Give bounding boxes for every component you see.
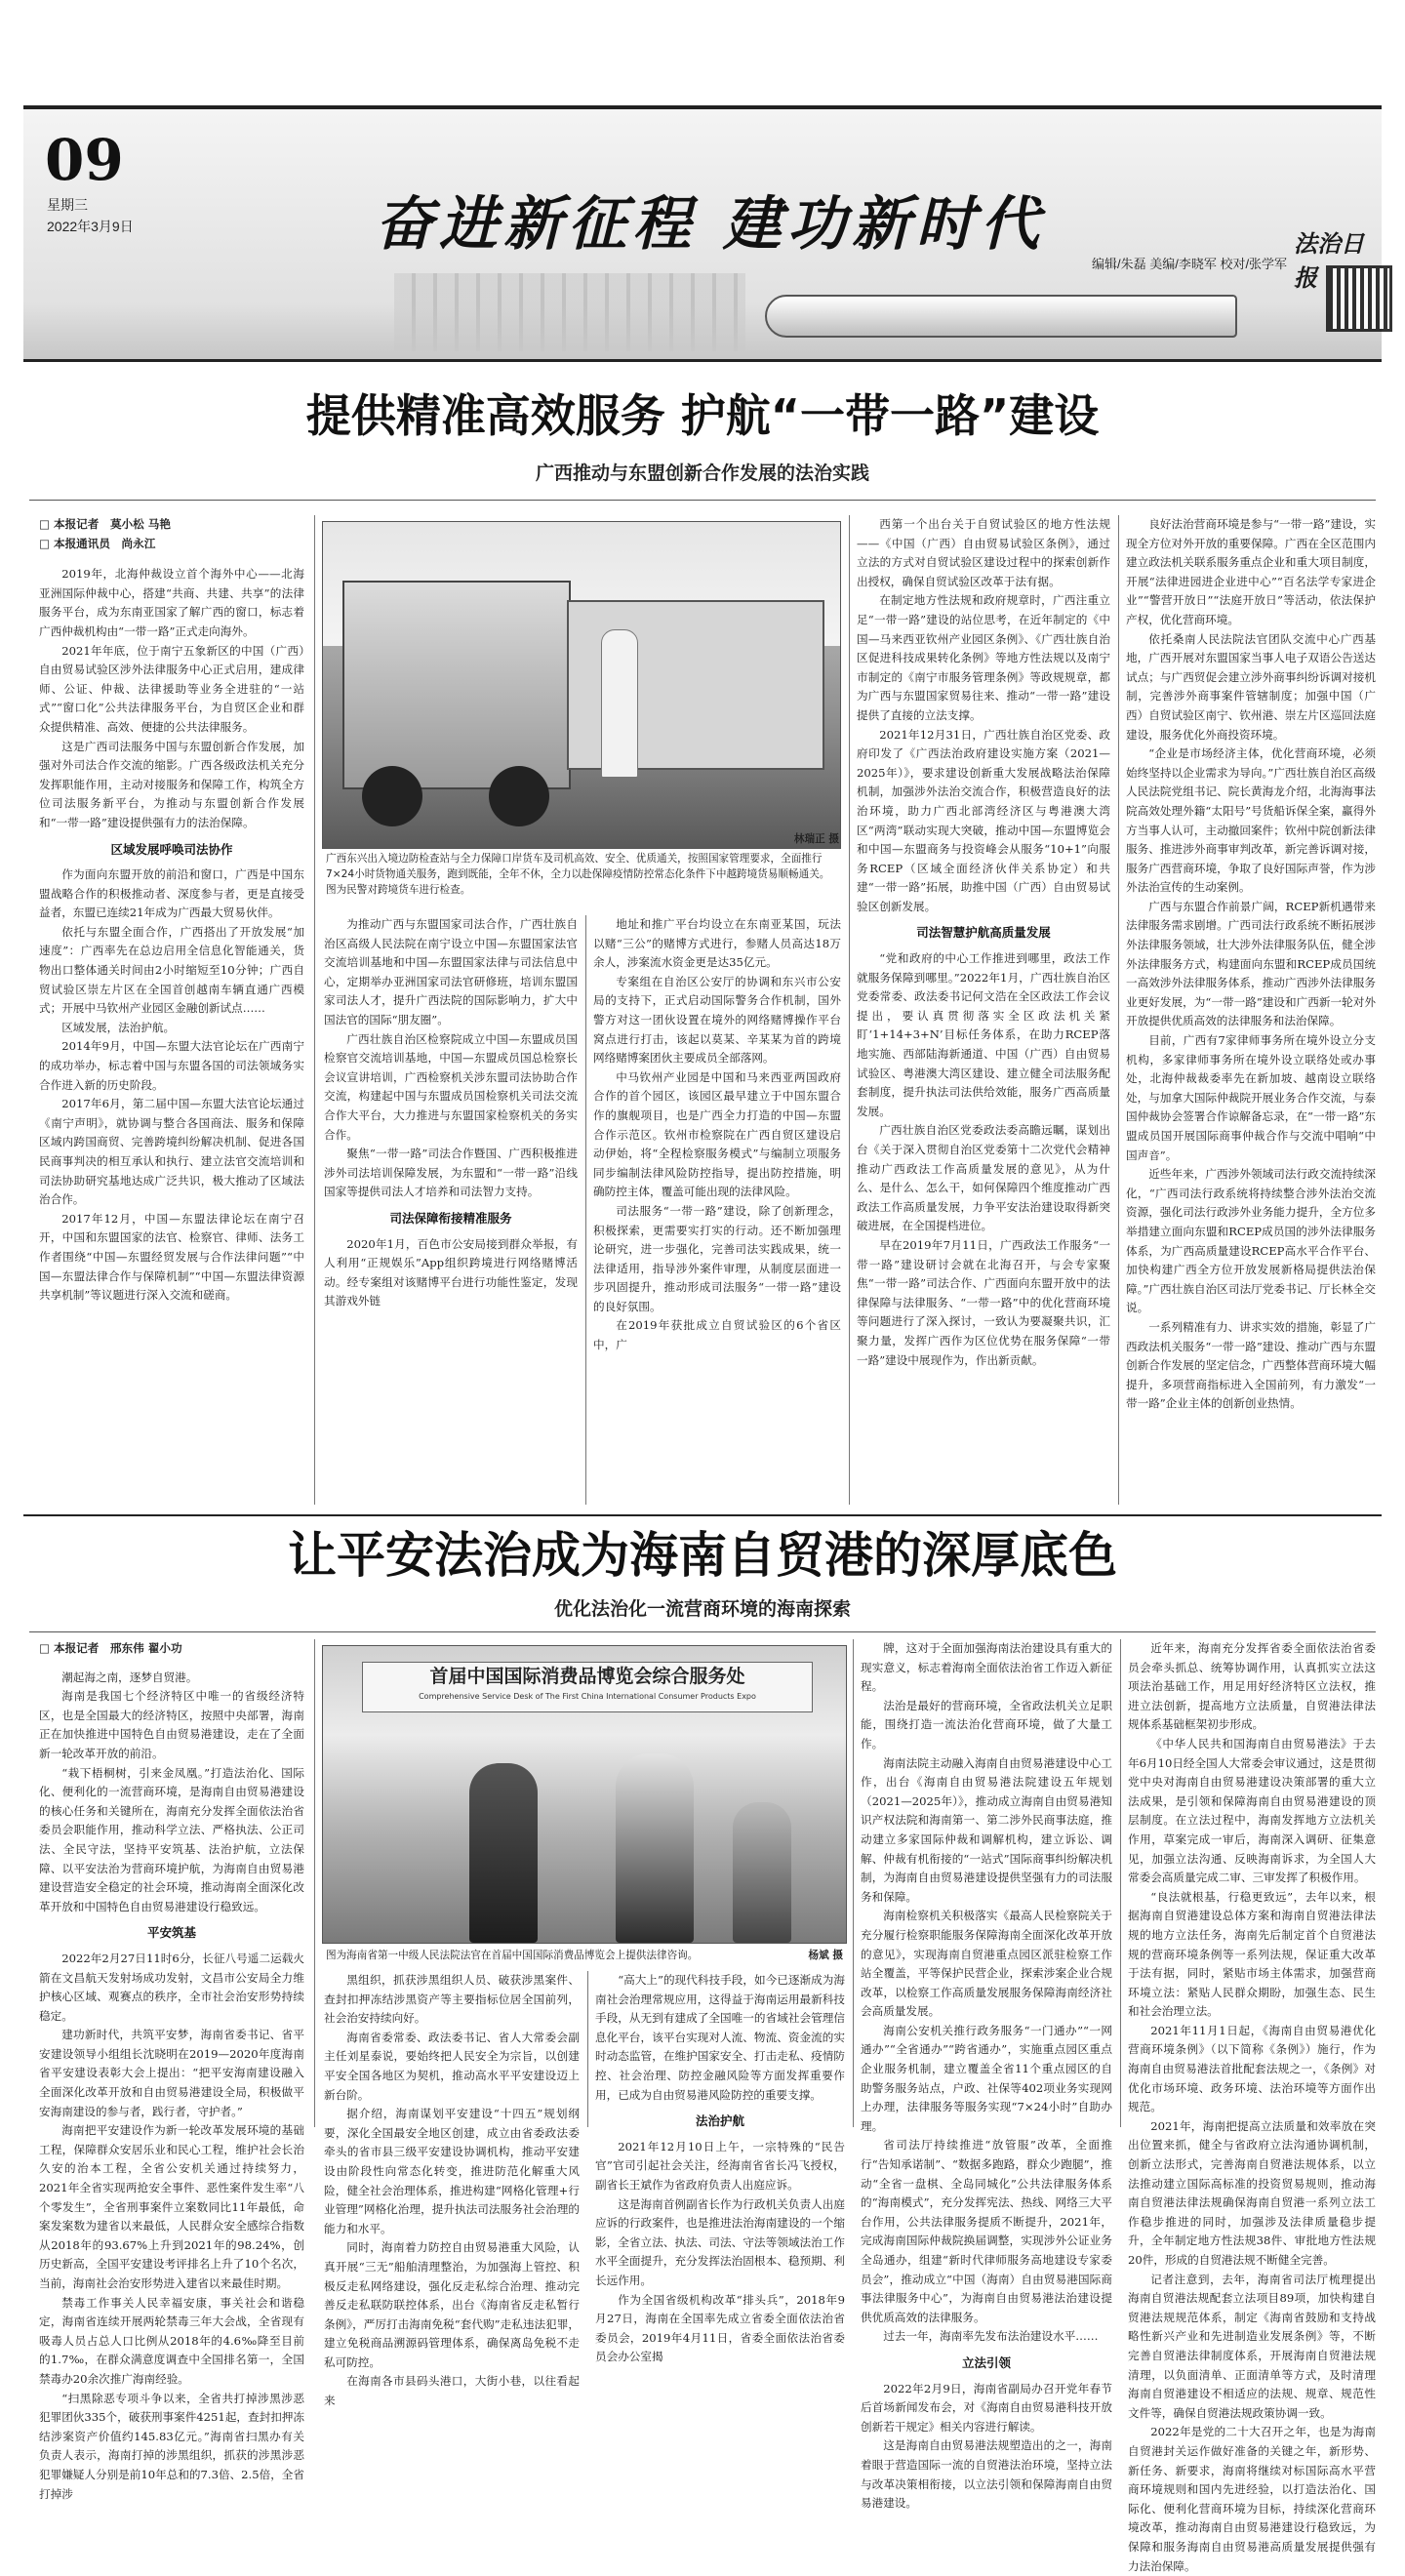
body-paragraph: 2014年9月，中国—东盟大法官论坛在广西南宁的成功举办，标志着中国与东盟各国的司法领域务实合作进入新的历史阶段。 <box>39 1039 304 1092</box>
body-paragraph: 2022年2月27日11时6分，长征八号遥二运载火箭在文昌航天发射场成功发射，文昌市公安局全力维护核心区域、观赛点的秩序，全市社会治安形势持续稳定。 <box>39 1951 304 2023</box>
article2-column-5 <box>1128 1639 1377 2573</box>
column-divider <box>314 1639 315 2127</box>
body-paragraph: 海南法院主动融入海南自由贸易港建设中心工作，出台《海南自由贸易港法院建设五年规划（2021—2025年）》，推动成立海南自由贸易港知识产权法院和海南第一、第二涉外民商事法庭，推动建立多家国际仲裁和调解机构，建立诉讼、调解、仲裁有机衔接的“一站式”国际商事纠纷解决机制，为海南自由贸易港建设提供坚强有力的司法服务和保障。 <box>861 1755 1112 1904</box>
article2-subtitle: 优化法治化一流营商环境的海南探索 <box>553 1598 851 1620</box>
body-paragraph: 2021年11月1日起，《海南自由贸易港优化营商环境条例》（以下简称《条例》）施行，作为海南自由贸易港法首批配套法规之一，《条例》对优化市场环境、政务环境、法治环境等方面作出规范。 <box>1128 2023 1376 2114</box>
judge-figure <box>469 1763 538 1943</box>
masthead-train-illustration <box>765 295 1237 338</box>
article1-column-4 <box>857 515 1110 1510</box>
column-divider <box>314 515 315 1505</box>
body-paragraph: 作为面向东盟开放的前沿和窗口，广西是中国东盟战略合作的积极推动者、深度参与者，更是直接受益者，东盟已连续21年成为广西最大贸易伙伴。 <box>39 867 304 920</box>
article1-byline-correspondent: □ 本报通讯员 尚永江 <box>39 536 156 550</box>
body-paragraph: 海南是我国七个经济特区中唯一的省级经济特区，也是全国最大的经济特区，按照中央部署，海南正在加快推进中国特色自由贸易港建设，走在了全面新一轮改革开放的前沿。 <box>39 1689 304 1760</box>
body-paragraph: 良好法治营商环境是参与“一带一路”建设，实现全方位对外开放的重要保障。广西在全区范围内建立政法机关联系服务重点企业和重大项目制度，开展“法律进园进企业进中心”“百名法学专家进企业”“警营开放日”“法庭开放日”等活动，依法保护产权，优化营商环境。 <box>1126 517 1376 626</box>
body-paragraph: 这是广西司法服务中国与东盟创新合作发展，加强对外司法合作交流的缩影。广西各级政法机关充分发挥职能作用，主动对接服务和保障工作，构筑全方位司法服务新平台，为推动与东盟创新合作发展和“一带一路”建设提供强有力的法治保障。 <box>39 739 304 829</box>
body-paragraph: 2017年6月，第二届中国—东盟大法官论坛通过《南宁声明》，就协调与整合各国商法、服务和保障区域内跨国商贸、完善跨境纠纷解决机制、促进各国民商事判决的相互承认和执行、建立法官交流培训和司法协助研究基地达成广泛共识，极大推动了区域法治合作。 <box>39 1097 304 1207</box>
expo-sign-english: Comprehensive Service Desk of The First China International Consumer Products Expo <box>419 1692 756 1701</box>
body-paragraph: 广西壮族自治区党委政法委高瞻远瞩，谋划出台《关于深入贯彻自治区党委第十二次党代会精神推动广西政法工作高质量发展的意见》，从为什么、是什么、怎么干，如何保障四个维度推动广西政法工作高质量发展，力争平安法治建设取得新突破进展，在全国提档进位。 <box>857 1123 1110 1233</box>
body-paragraph: 作为全国省级机构改革“排头兵”，2018年9月27日，海南在全国率先成立省委全面依法治省委员会，2019年4月11日，省委全面依法治省委员会办公室揭 <box>595 2292 845 2364</box>
body-paragraph: 这是海南自由贸易港法规塑造出的之一，海南着眼于营造国际一流的自贸港法治环境，坚持立法与改革决策相衔接，以立法引领和保障海南自由贸易港建设。 <box>861 2438 1112 2511</box>
body-paragraph: 《中华人民共和国海南自由贸易港法》于去年6月10日经全国人大常委会审议通过，这是贯彻党中央对海南自由贸易港建设决策部署的重大立法成果，是引领和保障海南自由贸易港建设的顶层制度。在立法过程中，海南发挥地方立法机关作用，草案完成一审后，海南深入调研、征集意见，加强立法沟通、反映海南诉求，为全国人大常委会高质量完成二审、三审发挥了积极作用。 <box>1128 1736 1377 1885</box>
body-paragraph: 2019年，北海仲裁设立首个海外中心——北海亚洲国际仲裁中心，搭建“共商、共建、共享”的法律服务平台，成为东南亚国家了解广西的窗口，标志着广西仲裁机构由“一带一路”正式走向海外。 <box>39 567 304 638</box>
masthead-banner <box>23 105 1382 362</box>
body-paragraph: 目前，广西有7家律师事务所在境外设立分支机构，多家律师事务所在境外设立联络处或办事处，北海仲裁裁委率先在新加坡、越南设立联络处，与加拿大国际仲裁院开展业务合作交流，与泰国仲裁协会签署合作谅解备忘录，在“一带一路”东盟成员国开展国际商事仲裁合作与交流中唱响“中国声音”。 <box>1126 1033 1376 1162</box>
article1-col4-body <box>857 515 1110 1370</box>
weekday: 星期三 <box>47 197 88 213</box>
visitor-figure <box>733 1802 791 1943</box>
body-paragraph: 西第一个出台关于自贸试验区的地方性法规——《中国（广西）自由贸易试验区条例》，通过立法的方式对自贸试验区建设过程中的探索创新作出授权，确保自贸试验区改革于法有据。 <box>857 517 1110 588</box>
body-paragraph: 黑组织，抓获涉黑组织人员、破获涉黑案件、查封扣押冻结涉黑资产等主要指标位居全国前列，社会治安持续向好。 <box>324 1973 580 2026</box>
truck-wheel-shape <box>362 766 422 826</box>
expo-sign-text: 首届中国国际消费品博览会综合服务处 <box>429 1666 745 1687</box>
body-paragraph: 过去一年，海南率先发布法治建设水平…… <box>883 2329 1099 2344</box>
body-paragraph: 海南检察机关积极落实《最高人民检察院关于充分履行检察职能服务保障海南全面深化改革开放的意见》，实现海南自贸港重点园区派驻检察工作站全覆盖，平等保护民营企业，探索涉案企业合规改革，以检察工作高质量发展服务保障海南经济社会高质量发展。 <box>861 1909 1112 2019</box>
body-paragraph: 为推动广西与东盟国家司法合作，广西壮族自治区高级人民法院在南宁设立中国—东盟国家法官交流培训基地和中国—东盟国家法律与司法信息中心，定期举办亚洲国家司法官研修班，培训东盟国家司法人才，提升广西法院的国际影响力，扩大中国法官的国际“朋友圈”。 <box>324 917 578 1026</box>
article1-col1-body <box>39 565 304 1306</box>
article1-rule <box>29 500 1376 501</box>
body-paragraph: 中马钦州产业园是中国和马来西亚两国政府合作的首个园区，该园区最早建立于中国东盟合作的旗舰项目，也是广西全力打造的中国—东盟合作示范区。钦州市检察院在广西自贸区建设启动伊始，将“全程检察服务模式”与编制立项服务同步编制法律风险防控指导，提出防控措施，明确防控主体，覆盖可能出现的法律风险。 <box>593 1069 841 1199</box>
body-paragraph: 牌，这对于全面加强海南法治建设具有重大的现实意义，标志着海南全面依法治省工作迈入新征程。 <box>861 1641 1112 1694</box>
column-divider <box>849 515 850 1505</box>
article2-column-4 <box>861 1639 1112 2511</box>
section-subheading: 司法智慧护航高质量发展 <box>916 925 1051 941</box>
body-paragraph: 2021年年底，位于南宁五象新区的中国（广西）自由贸易试验区涉外法律服务中心正式启用，建成律师、公证、仲裁、法律援助等业务全进驻的“一站式”“窗口化”公共法律服务平台，为自贸区企业和群众提供精准、高效、便捷的公共法律服务。 <box>39 643 304 734</box>
body-paragraph: 地址和推广平台均设立在东南亚某国，玩法以赌“三公”的赌博方式进行，参赌人员高达18万余人，涉案流水资金更是达35亿元。 <box>593 917 841 970</box>
section-slogan: 奋进新征程 建功新时代 <box>375 190 1045 259</box>
article2-col1-body <box>39 1669 304 2505</box>
body-paragraph: 2021年12月31日，广西壮族自治区党委、政府印发了《广西法治政府建设实施方案（2021—2025年）》，要求建设创新重大发展战略法治保障机制，加强涉外法治交流合作，积极营造良好的法治环境，助力广西北部湾经济区与粤港澳大湾区“两湾”联动实现大突破，推动中国—东盟博览会和中国—东盟商务与投资峰会从服务“10+1”向服务RCEP（区域全面经济伙伴关系协定）和共建“一带一路”拓展，助推中国（广西）自由贸易试验区创新发展。 <box>857 727 1110 913</box>
body-paragraph: 早在2019年7月11日，广西政法工作服务“一带一路”建设研讨会就在北海召开，与会专家聚焦“一带一路”司法合作、广西面向东盟开放中的法律保障与法律服务、“一带一路”中的优化营商环境等问题进行了深入探讨，一致认为要凝聚共识，汇聚力量，发挥广西作为区位优势在服务保障“一带一路”建设中展现作为，作出新贡献。 <box>857 1237 1110 1367</box>
article2-column-1 <box>39 1639 304 2501</box>
article1-column-2 <box>324 915 578 1510</box>
newspaper-logo: 法治日报 <box>1294 229 1364 292</box>
column-divider <box>1118 515 1119 1505</box>
article1-title: 提供精准高效服务 护航“一带一路”建设 <box>305 389 1100 442</box>
article1-column-1 <box>39 515 304 1510</box>
article1-subtitle: 广西推动与东盟创新合作发展的法治实践 <box>535 463 869 484</box>
article1-col5-body <box>1126 515 1376 1414</box>
article-separator <box>23 1514 1382 1516</box>
body-paragraph: 一系列精准有力、讲求实效的措施，彰显了广西政法机关服务“一带一路”建设、推动广西与东盟创新合作发展的坚定信念，广西整体营商环境大幅提升，多项营商指标进入全国前列，有力激发“一带一路”企业主体的创新创业热情。 <box>1126 1319 1376 1411</box>
body-paragraph: 近年来，海南充分发挥省委全面依法治省委员会牵头抓总、统筹协调作用，认真抓实立法这项法治基础工作，用足用好经济特区立法权，推进立法创新，提高地方立法质量，自贸港法律法规体系基础框架初步形成。 <box>1128 1641 1376 1732</box>
body-paragraph: 据介绍，海南谋划平安建设“十四五”规划纲要，深化全国最安全地区创建，成立由省委政法委牵头的省市县三级平安建设协调机构，推动平安建设由阶段性向常态化转变，推进防范化解重大风险，健全社会治理体系，推进构建“网格化管理+行业管理”网格化治理，提升执法司法服务社会治理的能力和水平。 <box>324 2107 580 2235</box>
body-paragraph: 记者注意到，去年，海南省司法厅梳理提出海南自贸港法规配套立法项目89项，加快构建自贸港法规规范体系，制定《海南省鼓励和支持战略性新兴产业和先进制造业发展条例》等，不断完善自贸港法律制度体系，开展海南自贸港法规清理，以负面清单、正面清单等方式，及时清理海南自贸港建设不相适应的法规、规章、规范性文件等，确保自贸港法规政策协调一致。 <box>1128 2272 1376 2420</box>
article2-col4-body <box>861 1639 1112 2514</box>
body-paragraph: 司法服务“一带一路”建设，除了创新理念，积极探索，更需要实打实的行动。还不断加强理论研究，进一步强化，完善司法实践成果，统一法律适用，指导涉外案件审理，从制度层面进一步巩固提升，推动形成司法服务“一带一路”建设的良好氛围。 <box>593 1203 841 1313</box>
article2-photo-caption: 图为海南省第一中级人民法院法官在首届中国国际消费品博览会上提供法律咨询。 <box>326 1950 699 1961</box>
body-paragraph: 依托桑南人民法院法官团队交流中心广西基地，广西开展对东盟国家当事人电子双语公告送达试点；与广西贸促会建立涉外商事纠纷诉调对接机制，完善涉外商事案件管辖制度；加强中国（广西）自贸试验区南宁、钦州港、崇左片区巡回法庭建设，服务优化外商投资环境。 <box>1126 631 1376 742</box>
body-paragraph: “党和政府的中心工作推进到哪里，政法工作就服务保障到哪里。”2022年1月，广西壮族自治区党委常委、政法委书记何文浩在全区政法工作会议提出，要认真贯彻落实全区政法机关紧盯‘1+14+3+N’目标任务体系，在助力RCEP落地实施、西部陆海新通道、中国（广西）自由贸易试验区、粤港澳大湾区建设、建立健全司法服务配套制度，提升执法司法供给效能，服务广西高质量发展。 <box>857 951 1110 1118</box>
body-paragraph: 依托与东盟全面合作，广西搭出了开放发展“加速度”：广西率先在总边启用全信息化智能通关，货物出口整体通关时间由2小时缩短至10分钟；广西自贸试验区崇左片区在全国首创越南车辆直通广西模式；开展中马钦州产业园区金融创新试点…… <box>39 924 304 1016</box>
body-paragraph: 近些年来，广西涉外领域司法行政交流持续深化，“广西司法行政系统将持续整合涉外法治交流资源，强化司法行政涉外业务能力提升，全方位多举措建立面向东盟和RCEP成员国的涉外法律服务体系，为广西高质量建设RCEP高水平合作平台、加快构建广西全方位开放发展新格局提供法治保障。”广西壮族自治区司法厅党委书记、厅长林全交说。 <box>1126 1167 1376 1315</box>
page-number: 09 <box>45 127 124 193</box>
body-paragraph: 在2019年获批成立自贸试验区的6个省区中，广 <box>593 1318 841 1352</box>
body-paragraph: 海南省委常委、政法委书记、省人大常委会副主任刘星泰说，要始终把人民安全为宗旨，以创建平安全国各地区为契机，推动高水平平安建设迈上新台阶。 <box>324 2030 580 2102</box>
article2-byline: □ 本报记者 邢东伟 翟小功 <box>39 1641 182 1655</box>
body-paragraph: 广西壮族自治区检察院成立中国—东盟成员国检察官交流培训基地，中国—东盟成员国总检察长会议宣讲培训，广西检察机关涉东盟司法协助合作交流，构建起中国与东盟成员国检察机关司法交流合作大平台，大力推进与东盟国家检察机关的务实合作。 <box>324 1031 578 1142</box>
article2-col3-body <box>595 1971 845 2367</box>
article1-col3-body <box>593 915 841 1355</box>
column-divider <box>853 1639 854 2127</box>
body-paragraph: 2022年2月9日，海南省副局办召开党年春节后首场新闻发布会，对《海南自由贸易港科技开放创新若干规定》相关内容进行解读。 <box>861 2381 1112 2434</box>
body-paragraph: 潮起海之南，逐梦自贸港。 <box>61 1670 198 1684</box>
article2-column-2 <box>324 1971 580 2408</box>
body-paragraph: 在海南各市县码头港口，大街小巷，以往看起来 <box>324 2374 580 2408</box>
body-paragraph: 专案组在自治区公安厅的协调和东兴市公安局的支持下，正式启动国际警务合作机制，国外警方对这一团伙设置在境外的网络赌博操作平台窝点进行打击，该起以莫某、辛某某为首的跨境网络赌博案团伙主要成员全部落网。 <box>593 974 841 1066</box>
body-paragraph: “良法就根基，行稳更致远”，去年以来，根据海南自贸港建设总体方案和海南自贸港法律法规的地方立法任务，海南先后制定首个自贸港法规的营商环境条例等一系列法规，保证重大改革于法有据，同时，紧贴市场主体需求，加强营商环境立法：紧贴人民群众期盼，加强生态、民生和社会治理立法。 <box>1128 1889 1376 2019</box>
body-paragraph: 海南公安机关推行政务服务“一门通办”“一网通办”“全省通办”“跨省通办”，实施重点园区重点企业服务机制，建立覆盖全省11个重点园区的自助警务服务站点，户政、社保等402项业务实现网上办理，法律服务等服务实现“7×24小时”自助办理。 <box>861 2023 1112 2133</box>
body-paragraph: 法治是最好的营商环境，全省政法机关立足职能，围绕打造一流法治化营商环境，做了大量工作。 <box>861 1698 1112 1751</box>
article1-photo-caption: 广西东兴出入境边防检查站与全力保障口岸货车及司机高效、安全、优质通关，按照国家管理要求，全面推行7×24小时货物通关服务，跑到既能，全年不休，全力以赴保障疫情防控常态化条件下中越跨境货易顺畅通关。图为民警对跨境货车进行检查。 <box>326 853 830 896</box>
body-paragraph: 区域发展，法治护航。 <box>61 1020 176 1034</box>
body-paragraph: 禁毒工作事关人民幸福安康，事关社会和谐稳定，海南省连续开展两轮禁毒三年大会战，全省现有吸毒人员占总人口比例从2018年的4.6‰降至目前的1.7‰，在群众满意度调查中全国排名第一，全国禁毒办20余次推广海南经验。 <box>39 2295 304 2386</box>
column-divider <box>587 1971 588 2127</box>
body-paragraph: 海南把平安建设作为新一轮改革发展环境的基础工程，保障群众安居乐业和民心工程，维护社会长治久安的治本工程，全省公安机关通过持续努力，2021年全省实现两抢安全事件、恶性案件发生率“八个零发生”，全省刑事案件立案数同比11年最低，命案发案数为建省以来最低，人民群众安全感综合指数从2018年的93.67%上升到2021年的98.24%，创历史新高，全国平安建设考评排名上升了10个名次，当前，海南社会治安形势进入建省以来最佳时期。 <box>39 2123 304 2290</box>
section-subheading: 立法引领 <box>961 2355 1011 2370</box>
section-subheading: 法治护航 <box>695 2113 744 2129</box>
article1-photo-credit: 林瑞正 摄 <box>793 833 839 845</box>
column-divider <box>585 915 586 1505</box>
officer-figure <box>601 629 638 778</box>
body-paragraph: 同时，海南着力防控自由贸易港重大风险，认真开展“三无”船舶清理整治，为加强海上管控、积极反走私网络建设，强化反走私综合治理、推动完善反走私联防联控体系，出台《海南省反走私暂行条例》，严厉打击海南免税“套代购”走私违法犯罪，建立免税商品溯源码管理体系，确保离岛免税不走私可防控。 <box>324 2240 580 2369</box>
article2-rule <box>29 1631 1376 1632</box>
issue-date: 2022年3月9日 <box>47 219 134 234</box>
article1-column-3 <box>593 915 841 1510</box>
article1-byline-reporter: □ 本报记者 莫小松 马艳 <box>39 517 171 531</box>
qr-code-icon <box>1326 265 1392 332</box>
body-paragraph: 广西与东盟合作前景广阔，RCEP新机遇带来法律服务需求剧增。广西司法行政系统不断拓展涉外法律服务领域，壮大涉外法律服务队伍，健全涉外法律服务方式，构建面向东盟和RCEP成员国统一高效涉外法律服务体系，推动广西涉外法律服务业更好发展，为“一带一路”建设和广西新一轮对外开放提供优质高效的法律服务和法治保障。 <box>1126 899 1376 1028</box>
section-subheading: 平安筑基 <box>146 1925 196 1941</box>
body-paragraph: 2022年是党的二十大召开之年，也是为海南自贸港封关运作做好准备的关键之年，新形势、新任务、新要求，海南将继续对标国际高水平营商环境规则和国内先进经验，以打造法治化、国际化、便利化营商环境为目标，持续深化营商环境改革，推动海南自由贸易港建设行稳致远，为保障和服务海南自由贸易港高质量发展提供强有力法治保障。 <box>1128 2425 1376 2573</box>
body-paragraph: “栽下梧桐树，引来金凤凰。”打造法治化、国际化、便利化的一流营商环境，是海南自由贸易港建设的核心任务和关键所在，海南充分发挥全面依法治省委员会职能作用，推动科学立法、严格执法、公正司法、全民守法，坚持平安筑基、法治护航，立法保障、以平安法治为营商环境护航，为海南自由贸易港建设营造安全稳定的社会环境，推动海南全面深化改革开放和中国特色自由贸易港建设行稳致远。 <box>39 1765 304 1913</box>
article1-col2-body <box>324 915 578 1311</box>
body-paragraph: 2021年，海南把提高立法质量和效率放在突出位置来抓，健全与省政府立法沟通协调机制，创新立法形式，完善海南自贸港法规体系，以立法推动建立国际高标准的投资贸易规则，推动海南自贸港法律法规确保海南自贸港一系列立法工作稳步推进的同时，加强涉及法律质量稳步提升，全年制定地方性法规38件、审批地方性法规20件，形成的自贸港法规不断健全完善。 <box>1128 2118 1376 2267</box>
body-paragraph: 2017年12月，中国—东盟法律论坛在南宁召开，中国和东盟国家的法官、检察官、律师、法务工作者围绕“中国—东盟经贸发展与合作法律问题”“中国—东盟法律合作与保障机制”“中国—东盟法律资源共享机制”等议题进行深入交流和磋商。 <box>39 1211 304 1303</box>
column-divider <box>1120 1639 1121 2127</box>
article2-col5-body <box>1128 1639 1376 2576</box>
section-subheading: 区域发展呼唤司法协作 <box>110 841 233 857</box>
visitor-figure <box>616 1753 694 1943</box>
body-paragraph: 在制定地方性法规和政府规章时，广西注重立足“一带一路”建设的站位思考，在近年制定的《中国—马来西亚钦州产业园区条例》、《广西壮族自治区促进科技成果转化条例》等地方性法规以及南宁市制定的《南宁市服务管理条例》等政规规章，都为广西与东盟国家贸易往来、推动“一带一路”建设提供了直接的立法支撑。 <box>857 593 1110 722</box>
body-paragraph: “扫黑除恶专项斗争以来，全省共打掉涉黑涉恶犯罪团伙335个，破获刑事案件4251起，查封扣押冻结涉案资产价值约145.83亿元。”海南省扫黑办有关负责人表示，海南打掉的涉黑组织，抓获的涉黑涉恶犯罪嫌疑人分别是前10年总和的7.3倍、2.5倍，全省打掉涉 <box>39 2391 304 2501</box>
body-paragraph: 建功新时代，共筑平安梦，海南省委书记、省平安建设领导小组组长沈晓明在2019—2020年度海南省平安建设表彰大会上提出：“把平安海南建设融入全面深化改革开放和自由贸易港建设全局，积极做平安海南建设的参与者，践行者，守护者。” <box>39 2028 304 2118</box>
truck-wheel-shape <box>489 766 549 826</box>
body-paragraph: 2021年12月10日上午，一宗特殊的“民告官”官司引起社会关注，经海南省省长冯飞授权，副省长王斌作为省政府负责人出庭应诉。 <box>595 2139 845 2192</box>
body-paragraph: 2020年1月，百色市公安局接到群众举报，有人利用“正规娱乐”App组织跨境进行网络赌博活动。经专案组对该赌博平台进行功能性鉴定，发现其游戏外链 <box>324 1236 578 1308</box>
body-paragraph: “高大上”的现代科技手段，如今已逐渐成为海南社会治理常规应用，这得益于海南运用最新科技手段，从无到有建成了全国唯一的省域社会管理信息化平台，该平台实现对人流、物流、资金流的实时动态监管，在维护国家安全、打击走私、疫情防控、社会治理、防控金融风险等方面发挥重要作用，已成为自由贸易港风险防控的重要支撑。 <box>595 1973 845 2102</box>
section-subheading: 司法保障衔接精准服务 <box>389 1210 512 1226</box>
body-paragraph: 聚焦“一带一路”司法合作暨国、广西积极推进涉外司法培训保障发展，为东盟和“一带一路”沿线国家等提供司法人才培养和司法智力支持。 <box>324 1147 578 1199</box>
expo-sign-board <box>362 1662 813 1712</box>
truck-cab-shape <box>342 581 571 789</box>
article2-title: 让平安法治成为海南自贸港的深厚底色 <box>288 1527 1117 1584</box>
article2-photo-expo-service-desk <box>322 1645 847 1944</box>
body-paragraph: “企业是市场经济主体，优化营商环境，必须始终坚持以企业需求为导向。”广西壮族自治区高级人民法院党组书记、院长黄海龙介绍，北海海事法院高效处理外籍“太阳号”号货船诉保全案，赢得外方当事人认可，主动撤回案件；钦州中院创新法律服务、推进涉外商事审判改革，新完善诉调对接，服务广西营商环境，争取了良好国际声誉，作为涉外法治宣传的生动案例。 <box>1126 746 1376 895</box>
article2-photo-credit: 杨斌 摄 <box>808 1950 843 1961</box>
body-paragraph: 省司法厅持续推进“放管服”改革，全面推行“告知承诺制”、“数据多跑路，群众少跑腿”，推动“全省一盘棋、全岛同城化”公共法律服务体系的“海南模式”，充分发挥宪法、热线、网络三大平台作用，公共法律服务提质不断提升，2021年，完成海南国际仲裁院换届调整，实现涉外公证业务全岛通办，组建“新时代律师服务高地建设专家委员会”，推动成立“中国（海南）自由贸易港国际商事法律服务中心”，为海南自由贸易港法治建设提供优质高效的法律服务。 <box>861 2138 1112 2324</box>
article2-column-3 <box>595 1971 845 2364</box>
editor-credits: 编辑/朱磊 美编/李晓军 校对/张学军 <box>1092 257 1288 271</box>
body-paragraph: 这是海南首例副省长作为行政机关负责人出庭应诉的行政案件，也是推进法治海南建设的一个缩影，全省立法、执法、司法、守法等领域法治工作水平全面提升，充分发挥法治固根本、稳预期、利长远作用。 <box>595 2196 845 2287</box>
article2-col2-body <box>324 1971 580 2411</box>
article1-column-5 <box>1126 515 1376 1510</box>
article1-photo-truck-inspection <box>322 521 841 849</box>
